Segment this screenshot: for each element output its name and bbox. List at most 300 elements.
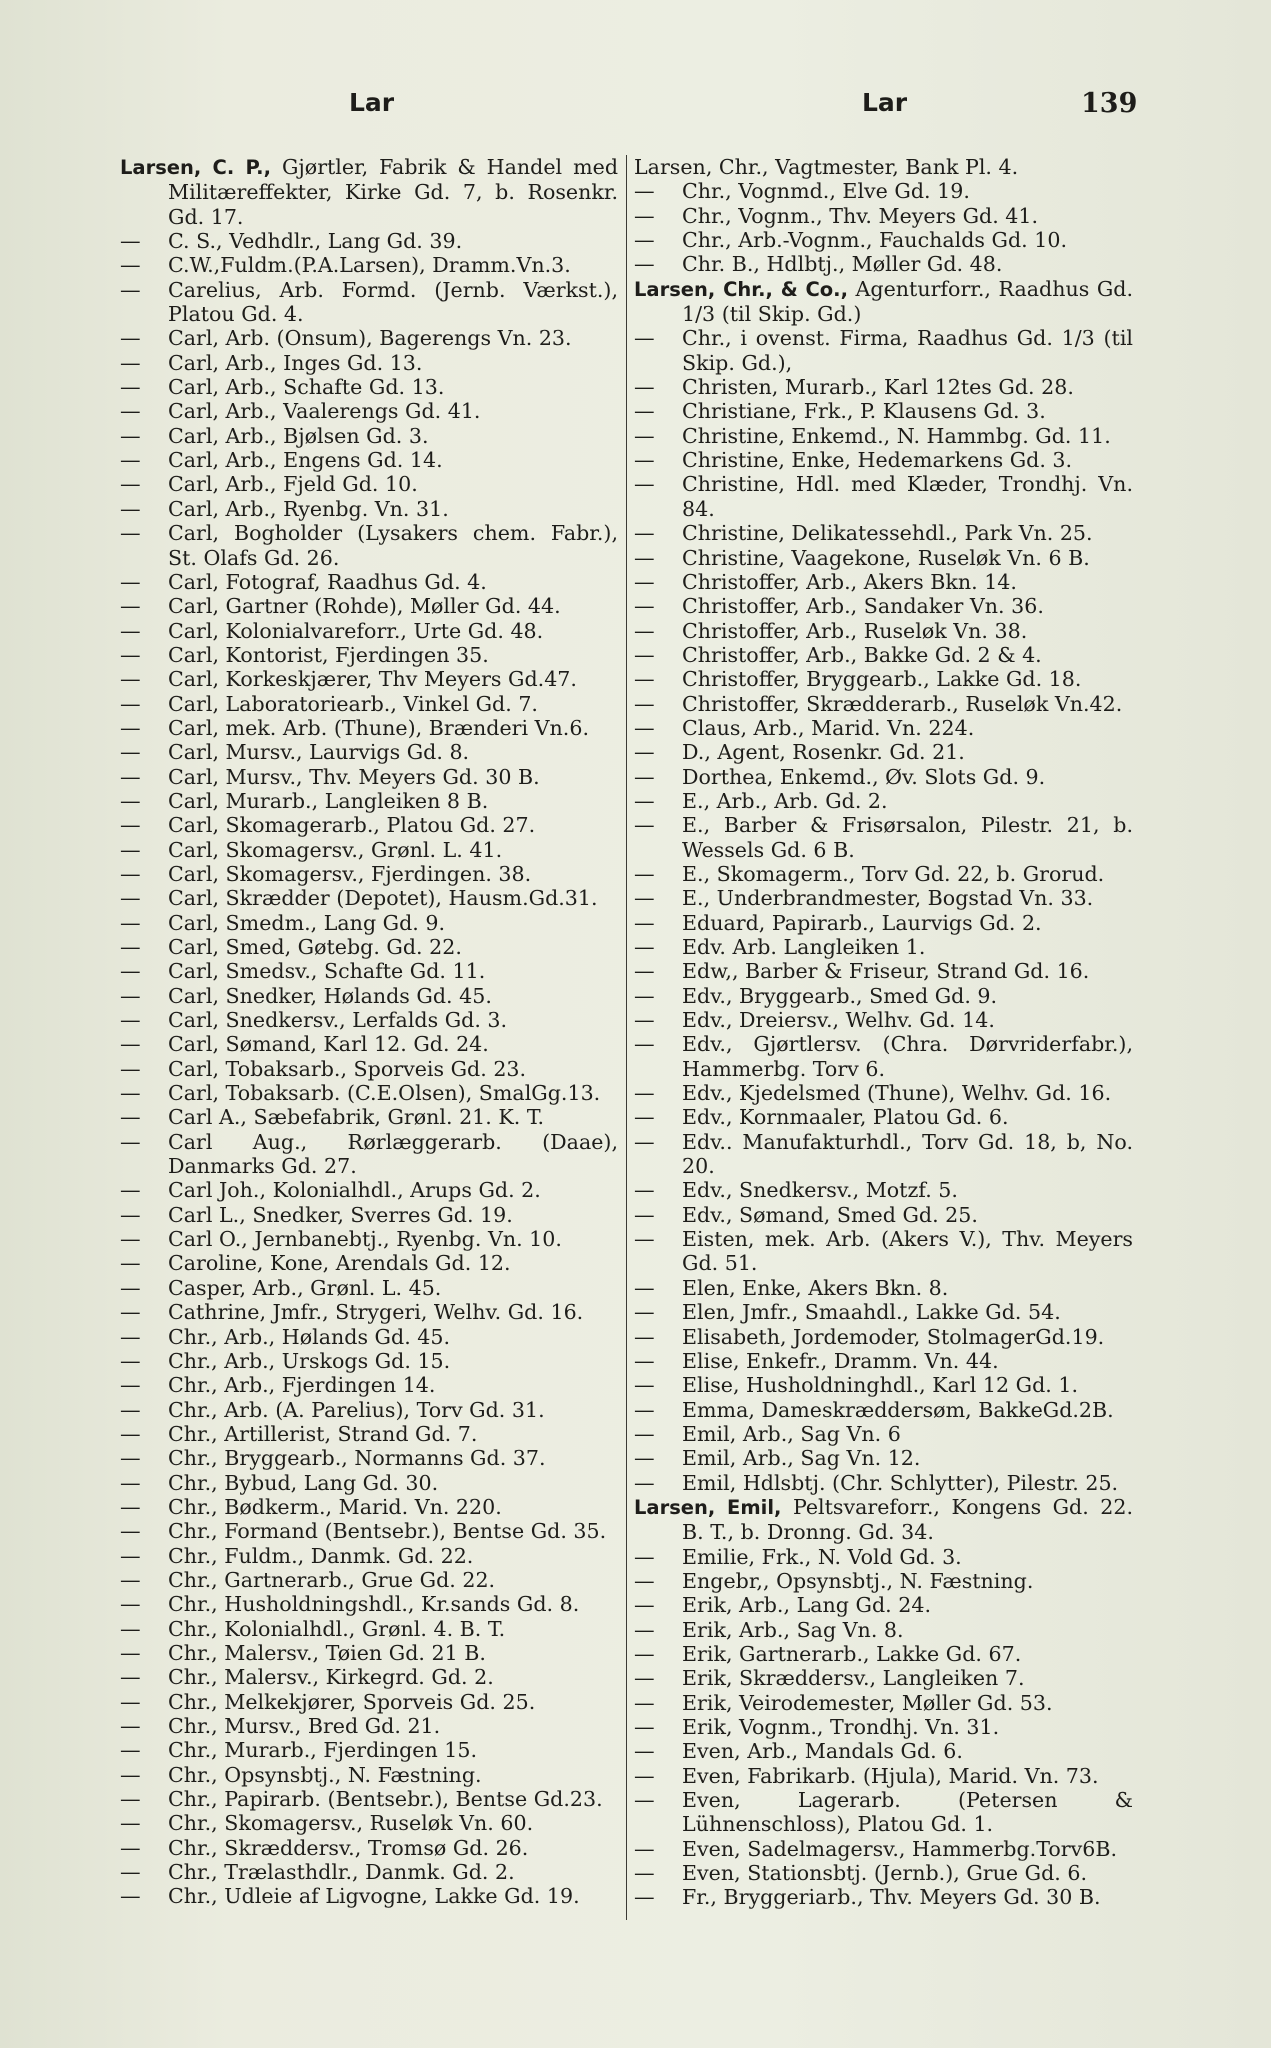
- directory-entry: [634, 179, 1133, 203]
- entry-text: Carl, Korkeskjærer, Thv Meyers Gd.47.: [168, 667, 577, 692]
- entry-text: Peltsvareforr., Kongens Gd. 22. B. T., b. Dronng. Gd. 34.: [682, 1494, 1134, 1545]
- directory-entry: [634, 1764, 1133, 1788]
- directory-entry: [634, 1105, 1133, 1129]
- entry-text: E., Barber & Frisørsalon, Pilestr. 21, b. Wessels Gd. 6 B.: [682, 813, 1133, 862]
- entry-text: Chr., Fuldm., Danmk. Gd. 22.: [168, 1543, 474, 1568]
- entry-text: Carl, mek. Arb. (Thune), Brænderi Vn.6.: [168, 715, 589, 740]
- entry-dash: —: [634, 861, 655, 886]
- directory-entry: [120, 1130, 618, 1179]
- entry-dash: —: [120, 1787, 141, 1812]
- entry-dash: —: [120, 375, 141, 400]
- directory-entry: [634, 424, 1133, 448]
- entry-dash: —: [120, 959, 141, 984]
- entry-text: Chr., Murarb., Fjerdingen 15.: [168, 1738, 478, 1763]
- directory-entry: [634, 1861, 1133, 1885]
- directory-entry: [120, 1349, 618, 1373]
- entry-text: Christoffer, Arb., Bakke Gd. 2 & 4.: [682, 642, 1042, 667]
- entry-text: Carl, Smed, Gøtebg. Gd. 22.: [168, 935, 462, 959]
- entry-text: Casper, Arb., Grønl. L. 45.: [168, 1275, 442, 1300]
- directory-entry: [634, 375, 1133, 399]
- entry-text: Chr., Bybud, Lang Gd. 30.: [168, 1470, 439, 1495]
- entry-dash: —: [634, 1129, 655, 1154]
- directory-entry: [634, 1008, 1133, 1032]
- directory-entry: [634, 1569, 1133, 1593]
- directory-entry: [634, 570, 1133, 594]
- entry-dash: —: [634, 886, 655, 911]
- directory-entry: [120, 1471, 618, 1495]
- entry-text: Erik, Veirodemester, Møller Gd. 53.: [682, 1690, 1053, 1715]
- entry-text: Carl, Smedm., Lang Gd. 9.: [168, 910, 446, 935]
- page-number: 139: [1081, 88, 1138, 119]
- directory-entry: [120, 1203, 618, 1227]
- entry-dash: —: [634, 1081, 655, 1106]
- entry-dash: —: [120, 229, 141, 254]
- entry-text: Chr., Mursv., Bred Gd. 21.: [168, 1714, 441, 1738]
- entry-text: E., Underbrandmester, Bogstad Vn. 33.: [682, 886, 1094, 911]
- entry-text: Carl, Arb., Vaalerengs Gd. 41.: [168, 399, 481, 424]
- entry-dash: —: [120, 253, 141, 278]
- entry-text: Dorthea, Enkemd., Øv. Slots Gd. 9.: [682, 764, 1046, 789]
- directory-entry: [120, 594, 618, 618]
- entry-text: Chr., Artillerist, Strand Gd. 7.: [168, 1421, 478, 1446]
- directory-entry: [634, 1276, 1133, 1300]
- entry-text: Chr. B., Hdlbtj., Møller Gd. 48.: [682, 252, 1003, 277]
- directory-entry: [634, 1422, 1133, 1446]
- entry-text: Chr., Skræddersv., Tromsø Gd. 26.: [168, 1835, 529, 1860]
- entry-text: Chr., Bryggearb., Normanns Gd. 37.: [168, 1446, 546, 1471]
- entry-text: Carl A., Sæbefabrik, Grønl. 21. K. T.: [168, 1105, 545, 1130]
- entry-text: Carl, Skomagersv., Grønl. L. 41.: [168, 837, 503, 862]
- entry-text: Chr., Malersv., Tøien Gd. 21 B.: [168, 1640, 486, 1665]
- entry-dash: —: [120, 326, 141, 351]
- entry-dash: —: [634, 1617, 655, 1642]
- entry-text: Erik, Skræddersv., Langleiken 7.: [682, 1666, 1025, 1691]
- entry-dash: —: [634, 1008, 655, 1033]
- entry-text: Carl, Mursv., Laurvigs Gd. 8.: [168, 740, 470, 765]
- directory-entry: [120, 1811, 618, 1835]
- directory-entry: [120, 1251, 618, 1275]
- entry-dash: —: [634, 545, 655, 570]
- directory-entry: [120, 1617, 618, 1641]
- entry-dash: —: [634, 179, 655, 204]
- entry-dash: —: [634, 1641, 655, 1666]
- entry-dash: —: [634, 594, 655, 619]
- directory-entry: [634, 667, 1133, 691]
- directory-entry: [634, 1227, 1133, 1276]
- entry-text: D., Agent, Rosenkr. Gd. 21.: [682, 740, 965, 765]
- entry-text: E., Skomagerm., Torv Gd. 22, b. Grorud.: [682, 861, 1105, 886]
- directory-entry: [120, 1373, 618, 1397]
- column-divider: [626, 155, 627, 1920]
- entry-text: Chr., Skomagersv., Ruseløk Vn. 60.: [168, 1811, 534, 1836]
- entry-text: Carl, Tobaksarb. (C.E.Olsen), SmalGg.13.: [168, 1081, 601, 1106]
- directory-entry: [634, 1837, 1133, 1861]
- directory-entry: [634, 252, 1133, 276]
- directory-entry: [120, 1178, 618, 1202]
- entry-dash: —: [120, 764, 141, 789]
- entry-text: Edv., Dreiersv., Welhv. Gd. 14.: [682, 1008, 995, 1033]
- directory-entry: [634, 546, 1133, 570]
- entry-dash: —: [634, 1373, 655, 1398]
- entry-dash: —: [634, 1885, 655, 1910]
- entry-dash: —: [634, 1763, 655, 1788]
- entry-text: Emil, Arb., Sag Vn. 6: [682, 1421, 901, 1446]
- entry-text: Carl, Bogholder (Lysakers chem. Fabr.), St. Olafs Gd. 26.: [168, 521, 618, 570]
- entry-text: Larsen, Chr., Vagtmester, Bank Pl. 4.: [634, 155, 1019, 179]
- directory-entry: [120, 448, 618, 472]
- entry-dash: —: [634, 1275, 655, 1300]
- directory-entry: [120, 375, 618, 399]
- entry-text: Christoffer, Arb., Akers Bkn. 14.: [682, 569, 1017, 594]
- entry-dash: —: [120, 740, 141, 765]
- directory-entry: [120, 1568, 618, 1592]
- entry-text: E., Arb., Arb. Gd. 2.: [682, 788, 888, 813]
- directory-entry: [120, 1276, 618, 1300]
- entry-dash: —: [120, 691, 141, 716]
- directory-entry: [634, 1642, 1133, 1666]
- entry-text: Chr., Vognmd., Elve Gd. 19.: [682, 179, 970, 204]
- directory-entry: [120, 326, 618, 350]
- directory-entry: [634, 1178, 1133, 1202]
- entry-dash: —: [120, 715, 141, 740]
- directory-entry: [634, 692, 1133, 716]
- entry-text: Even, Lagerarb. (Petersen & Lühnenschloss), Platou Gd. 1.: [682, 1788, 1133, 1837]
- entry-text: Edv., Snedkersv., Motzf. 5.: [682, 1178, 958, 1203]
- entry-dash: —: [634, 959, 655, 984]
- directory-entry: [120, 1860, 618, 1884]
- entry-text: Carl L., Snedker, Sverres Gd. 19.: [168, 1202, 513, 1227]
- entry-text: Carl, Arb., Engens Gd. 14.: [168, 448, 443, 473]
- entry-text: C. S., Vedhdlr., Lang Gd. 39.: [168, 229, 463, 254]
- entry-dash: —: [120, 1275, 141, 1300]
- entry-dash: —: [634, 252, 655, 277]
- directory-entry: [120, 399, 618, 423]
- entry-text: Cathrine, Jmfr., Strygeri, Welhv. Gd. 16.: [168, 1300, 584, 1325]
- entry-text: Carl, Kontorist, Fjerdingen 35.: [168, 642, 489, 667]
- directory-entry: [634, 1691, 1133, 1715]
- directory-entry: [120, 838, 618, 862]
- directory-entry: [120, 959, 618, 983]
- entry-text: Christoffer, Bryggearb., Lakke Gd. 18.: [682, 667, 1082, 692]
- entry-text: Carl O., Jernbanebtj., Ryenbg. Vn. 10.: [168, 1227, 562, 1252]
- directory-entry: [634, 1666, 1133, 1690]
- directory-entry: [634, 1739, 1133, 1763]
- entry-text: Chr., Arb., Urskogs Gd. 15.: [168, 1348, 451, 1373]
- entry-dash: —: [634, 642, 655, 667]
- directory-entry: [634, 911, 1133, 935]
- entry-dash: —: [634, 1105, 655, 1130]
- directory-entry: [634, 1349, 1133, 1373]
- directory-entry: [120, 1081, 618, 1105]
- entry-dash: —: [120, 1665, 141, 1690]
- entry-dash: —: [120, 642, 141, 667]
- entry-text: Chr., Papirarb. (Bentsebr.), Bentse Gd.23.: [168, 1787, 603, 1812]
- entry-text: Carl, Tobaksarb., Sporveis Gd. 23.: [168, 1056, 527, 1081]
- entry-dash: —: [634, 1836, 655, 1861]
- entry-text: Caroline, Kone, Arendals Gd. 12.: [168, 1251, 511, 1276]
- entry-text: Emilie, Frk., N. Vold Gd. 3.: [682, 1544, 962, 1569]
- entry-dash: —: [634, 813, 655, 838]
- entry-dash: —: [634, 472, 655, 497]
- directory-entry: [120, 1763, 618, 1787]
- entry-text: Engebr,, Opsynsbtj., N. Fæstning.: [682, 1568, 1034, 1593]
- entry-dash: —: [120, 1543, 141, 1568]
- entry-headword: Larsen, C. P.,: [120, 156, 271, 179]
- directory-entry: [120, 1592, 618, 1616]
- entry-text: Christoffer, Arb., Sandaker Vn. 36.: [682, 594, 1044, 619]
- entry-dash: —: [120, 1494, 141, 1519]
- directory-entry: [120, 1446, 618, 1470]
- running-head-left: Lar: [349, 88, 395, 117]
- entry-dash: —: [120, 1446, 141, 1471]
- directory-entry: [120, 886, 618, 910]
- entry-dash: —: [634, 423, 655, 448]
- entry-text: Carl, Murarb., Langleiken 8 B.: [168, 788, 489, 813]
- directory-entry: [634, 1471, 1133, 1495]
- entry-dash: —: [120, 1227, 141, 1252]
- entry-dash: —: [120, 1860, 141, 1885]
- directory-entry: [120, 570, 618, 594]
- entry-dash: —: [120, 1811, 141, 1836]
- entry-dash: —: [634, 691, 655, 716]
- entry-dash: —: [120, 935, 141, 959]
- directory-entry: [120, 1690, 618, 1714]
- directory-entry: [634, 521, 1133, 545]
- directory-entry: [634, 1715, 1133, 1739]
- entry-text: Carl, Snedker, Hølands Gd. 45.: [168, 983, 492, 1008]
- entry-dash: —: [120, 910, 141, 935]
- entry-dash: —: [120, 1689, 141, 1714]
- directory-entry: [634, 1398, 1133, 1422]
- entry-text: Carl, Kolonialvareforr., Urte Gd. 48.: [168, 618, 544, 643]
- entry-text: Chr., Arb.-Vognm., Fauchalds Gd. 10.: [682, 228, 1068, 253]
- directory-entry: [634, 935, 1133, 959]
- directory-entry: [634, 1545, 1133, 1569]
- entry-text: Chr., Arb., Hølands Gd. 45.: [168, 1324, 451, 1349]
- entry-text: Carl, Fotograf, Raadhus Gd. 4.: [168, 569, 487, 594]
- entry-dash: —: [120, 1470, 141, 1495]
- entry-dash: —: [120, 1616, 141, 1641]
- entry-dash: —: [120, 1714, 141, 1738]
- entry-dash: —: [120, 667, 141, 692]
- entry-text: Christen, Murarb., Karl 12tes Gd. 28.: [682, 375, 1074, 400]
- entry-dash: —: [120, 1640, 141, 1665]
- entry-dash: —: [634, 1397, 655, 1422]
- directory-entry: [634, 765, 1133, 789]
- directory-entry: [634, 619, 1133, 643]
- entry-text: Erik, Gartnerarb., Lakke Gd. 67.: [682, 1641, 1022, 1666]
- entry-dash: —: [634, 788, 655, 813]
- left-column: [120, 155, 618, 1909]
- directory-entry: [120, 1422, 618, 1446]
- directory-entry: [634, 1373, 1133, 1397]
- entry-text: Fr., Bryggeriarb., Thv. Meyers Gd. 30 B.: [682, 1885, 1101, 1910]
- entry-text: Erik, Arb., Sag Vn. 8.: [682, 1617, 904, 1642]
- entry-dash: —: [634, 1593, 655, 1618]
- entry-text: Chr., Udleie af Ligvogne, Lakke Gd. 19.: [168, 1884, 580, 1909]
- directory-entry: [120, 862, 618, 886]
- entry-dash: —: [120, 496, 141, 521]
- directory-entry: [120, 253, 618, 277]
- directory-entry: [120, 472, 618, 496]
- entry-text: Chr., Opsynsbtj., N. Fæstning.: [168, 1762, 482, 1787]
- entry-dash: —: [634, 1544, 655, 1569]
- entry-dash: —: [634, 935, 655, 959]
- entry-dash: —: [120, 1421, 141, 1446]
- entry-text: Gjørtler, Fabrik & Handel med Militæreffekter, Kirke Gd. 7, b. Rosenkr. Gd. 17.: [168, 155, 619, 229]
- entry-text: Agenturforr., Raadhus Gd. 1/3 (til Skip. Gd.): [682, 276, 1133, 327]
- entry-text: Carl, Arb., Inges Gd. 13.: [168, 350, 423, 375]
- entry-text: Chr., Husholdningshdl., Kr.sands Gd. 8.: [168, 1592, 580, 1617]
- directory-entry: [120, 1325, 618, 1349]
- entry-dash: —: [120, 594, 141, 619]
- directory-entry: [634, 813, 1133, 862]
- entry-text: Elise, Enkefr., Dramm. Vn. 44.: [682, 1348, 999, 1373]
- entry-dash: —: [634, 983, 655, 1008]
- entry-dash: —: [120, 1081, 141, 1106]
- directory-entry: [120, 911, 618, 935]
- directory-entry: [634, 959, 1133, 983]
- entry-dash: —: [634, 448, 655, 473]
- directory-entry: [120, 1008, 618, 1032]
- directory-entry: [634, 1446, 1133, 1470]
- entry-text: Christoffer, Skrædderarb., Ruseløk Vn.42.: [682, 691, 1123, 716]
- directory-entry: [634, 399, 1133, 423]
- entry-dash: —: [120, 569, 141, 594]
- directory-entry: [634, 716, 1133, 740]
- entry-text: Even, Arb., Mandals Gd. 6.: [682, 1739, 963, 1764]
- directory-entry: [120, 1738, 618, 1762]
- directory-entry: [120, 984, 618, 1008]
- right-column: [634, 155, 1133, 1910]
- directory-entry: [634, 1081, 1133, 1105]
- entry-dash: —: [120, 350, 141, 375]
- entry-dash: —: [634, 1690, 655, 1715]
- entry-dash: —: [634, 1300, 655, 1325]
- entry-dash: —: [120, 1324, 141, 1349]
- entry-text: Chr., Melkekjører, Sporveis Gd. 25.: [168, 1689, 536, 1714]
- directory-entry: [120, 1495, 618, 1519]
- entry-text: Christine, Enke, Hedemarkens Gd. 3.: [682, 448, 1073, 473]
- entry-dash: —: [120, 472, 141, 497]
- entry-text: Chr., Arb. (A. Parelius), Torv Gd. 31.: [168, 1397, 545, 1422]
- entry-text: Edw,, Barber & Friseur, Strand Gd. 16.: [682, 959, 1090, 984]
- directory-entry: [120, 521, 618, 570]
- entry-dash: —: [634, 203, 655, 228]
- entry-text: Emma, Dameskræddersøm, BakkeGd.2B.: [682, 1397, 1114, 1422]
- entry-text: Erik, Arb., Lang Gd. 24.: [682, 1593, 931, 1618]
- entry-text: Emil, Hdlsbtj. (Chr. Schlytter), Pilestr. 25.: [682, 1470, 1119, 1495]
- entry-dash: —: [120, 1835, 141, 1860]
- entry-dash: —: [634, 1446, 655, 1471]
- entry-text: Carl Joh., Kolonialhdl., Arups Gd. 2.: [168, 1178, 541, 1203]
- entry-text: Edv., Gjørtlersv. (Chra. Dørvriderfabr.), Hammerbg. Torv 6.: [682, 1032, 1133, 1081]
- entry-dash: —: [120, 618, 141, 643]
- entry-dash: —: [120, 1592, 141, 1617]
- entry-dash: —: [634, 1421, 655, 1446]
- entry-dash: —: [634, 375, 655, 400]
- directory-entry: [634, 448, 1133, 472]
- directory-entry: [120, 716, 618, 740]
- entry-text: Carl, Snedkersv., Lerfalds Gd. 3.: [168, 1008, 508, 1033]
- entry-text: Elen, Jmfr., Smaahdl., Lakke Gd. 54.: [682, 1300, 1061, 1325]
- entry-dash: —: [634, 228, 655, 253]
- entry-dash: —: [120, 448, 141, 473]
- entry-text: Edv.. Manufakturhdl., Torv Gd. 18, b, No. 20.: [682, 1129, 1133, 1179]
- directory-entry: [120, 1836, 618, 1860]
- directory-entry: [634, 228, 1133, 252]
- entry-text: Elen, Enke, Akers Bkn. 8.: [682, 1275, 949, 1300]
- entry-dash: —: [120, 277, 141, 302]
- directory-entry: [120, 351, 618, 375]
- entry-dash: —: [120, 886, 141, 911]
- directory-entry: [634, 1130, 1133, 1179]
- entry-text: Even, Fabrikarb. (Hjula), Marid. Vn. 73.: [682, 1763, 1099, 1788]
- directory-entry: [634, 204, 1133, 228]
- entry-text: Carl, Arb., Ryenbg. Vn. 31.: [168, 496, 449, 521]
- entry-text: Chr., Formand (Bentsebr.), Bentse Gd. 35.: [168, 1519, 607, 1544]
- entry-text: Carl, Arb., Bjølsen Gd. 3.: [168, 423, 429, 448]
- entry-text: Edv., Kornmaaler, Platou Gd. 6.: [682, 1105, 1009, 1130]
- entry-dash: —: [120, 1519, 141, 1544]
- entry-dash: —: [120, 423, 141, 448]
- directory-entry: [634, 277, 1133, 327]
- entry-dash: —: [120, 1056, 141, 1081]
- directory-entry: [120, 1300, 618, 1324]
- directory-entry: [120, 229, 618, 253]
- entry-text: Erik, Vognm., Trondhj. Vn. 31.: [682, 1715, 1000, 1739]
- directory-entry: [120, 1787, 618, 1811]
- running-head-right: Lar: [862, 88, 908, 117]
- entry-text: Even, Sadelmagersv., Hammerbg.Torv6B.: [682, 1836, 1118, 1861]
- entry-text: Christiane, Frk., P. Klausens Gd. 3.: [682, 399, 1046, 424]
- entry-text: Chr., Bødkerm., Marid. Vn. 220.: [168, 1494, 502, 1519]
- entry-dash: —: [120, 521, 141, 546]
- entry-text: Christine, Enkemd., N. Hammbg. Gd. 11.: [682, 423, 1111, 448]
- entry-headword: Larsen, Emil,: [634, 1495, 782, 1519]
- directory-entry: [120, 789, 618, 813]
- entry-text: Chr., i ovenst. Firma, Raadhus Gd. 1/3 (til Skip. Gd.),: [682, 326, 1133, 375]
- directory-entry: [120, 278, 618, 327]
- directory-entry: [634, 1300, 1133, 1324]
- directory-entry: [634, 1203, 1133, 1227]
- directory-entry: [120, 1884, 618, 1908]
- directory-entry: [634, 472, 1133, 521]
- directory-entry: [634, 1495, 1133, 1545]
- directory-entry: [120, 643, 618, 667]
- entry-dash: —: [120, 1032, 141, 1057]
- directory-entry: [120, 1398, 618, 1422]
- entry-text: Carl Aug., Rørlæggerarb. (Daae), Danmarks Gd. 27.: [168, 1129, 618, 1179]
- entry-text: Carl, Smedsv., Schafte Gd. 11.: [168, 959, 486, 984]
- entry-dash: —: [634, 569, 655, 594]
- entry-dash: —: [120, 861, 141, 886]
- directory-entry: [120, 1519, 618, 1543]
- entry-dash: —: [634, 521, 655, 546]
- entry-dash: —: [120, 399, 141, 424]
- entry-dash: —: [120, 1300, 141, 1325]
- entry-text: Carl, Gartner (Rohde), Møller Gd. 44.: [168, 594, 561, 619]
- entry-dash: —: [120, 1738, 141, 1763]
- entry-text: C.W.,Fuldm.(P.A.Larsen), Dramm.Vn.3.: [168, 253, 571, 278]
- directory-entry: [120, 497, 618, 521]
- entry-text: Chr., Vognm., Thv. Meyers Gd. 41.: [682, 203, 1039, 228]
- entry-text: Chr., Gartnerarb., Grue Gd. 22.: [168, 1567, 496, 1592]
- entry-text: Christoffer, Arb., Ruseløk Vn. 38.: [682, 618, 1028, 643]
- entry-dash: —: [634, 1202, 655, 1227]
- entry-text: Christine, Delikatessehdl., Park Vn. 25.: [682, 521, 1093, 546]
- entry-dash: —: [634, 1470, 655, 1495]
